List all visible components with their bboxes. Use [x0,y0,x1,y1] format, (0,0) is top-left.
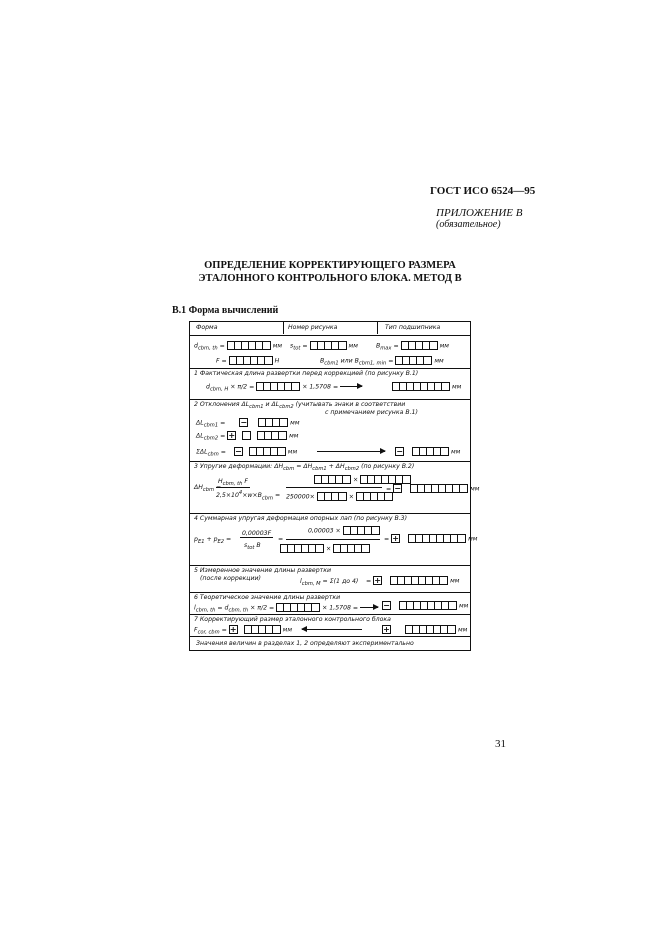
calculation-form [189,321,480,651]
section-4-lhs: $p_{E1} + p_{E2}$ = [194,536,232,546]
sign-box [242,431,251,440]
header-bearing-type: Тип подшипника [385,324,441,331]
input-boxes [249,447,286,456]
section-6-result: − мм [383,601,469,610]
section-7-result: + мм [383,625,468,634]
input-boxes [280,544,324,553]
form-header-row [190,322,470,335]
section-5 [190,565,470,592]
section-1-formula: $d_{cbm, H} \times \pi/2$ = × 1,5708 = [206,382,362,393]
equals: = [278,536,284,543]
minus-sign-box: − [394,484,401,493]
arrow-right-icon [317,451,385,452]
delta-l2: $\Delta L_{cbm2}$ = + мм [196,431,299,442]
section-7-formula: $F_{cor, cbm}$ = + мм [194,625,362,636]
section-6 [190,592,470,614]
fraction-line [286,539,380,540]
plus-sign-box: + [383,625,390,634]
section-3-bottom-boxes: 250000× × [286,492,393,501]
input-boxes [257,431,287,440]
minus-sign-box: − [240,418,248,427]
input-boxes [412,447,449,456]
param-F: F = Н [216,357,280,365]
section-2 [190,399,470,461]
section-5-title-cont: (после коррекции) [200,575,261,582]
section-3-top-boxes: × [314,475,411,484]
input-boxes [405,625,456,634]
section-4-result: = + мм [384,534,478,543]
title-line-2: ЭТАЛОННОГО КОНТРОЛЬНОГО БЛОКА. МЕТОД В [198,273,462,284]
input-boxes [401,341,438,350]
section-4-top-boxes: 0,00003 × [308,526,380,535]
header-form: Форма [196,324,218,331]
section-6-formula: $l_{cbm, th} = d_{cbm, th} \times \pi/2$ = × 1,5708 = [194,603,378,614]
minus-sign-box: − [235,447,242,456]
header-figure-number: Номер рисунка [288,324,338,331]
input-boxes [244,625,281,634]
input-boxes [343,526,380,535]
input-boxes [310,341,347,350]
input-boxes [360,475,411,484]
appendix-title: ПРИЛОЖЕНИЕ В [436,207,523,219]
standard-number: ГОСТ ИСО 6524—95 [430,185,536,197]
arrow-right-icon [340,386,362,387]
section-1 [190,368,470,399]
divider [377,322,378,334]
section-3-title: 3 Упругие деформации: $\Delta H_{cbm} = \Delta H_{cbm1} + \Delta H_{cbm2}$ (по рисунку В.2) [194,463,415,473]
appendix-note: (обязательное) [436,219,501,230]
plus-sign-box: + [228,431,236,440]
delta-l1: $\Delta L_{cbm1}$ = − мм [196,418,300,429]
title-line-1: ОПРЕДЕЛЕНИЕ КОРРЕКТИРУЮЩЕГО РАЗМЕРА [204,260,456,271]
section-heading: В.1 Форма вычислений [172,305,279,316]
input-boxes [258,418,288,427]
input-boxes [410,484,468,493]
plus-sign-box: + [229,625,237,634]
section-3-numerator: $H_{cbm, th}$ F [218,478,248,488]
params-row [190,335,470,368]
section-5-title: 5 Измеренное значение длины развертки [194,567,332,574]
appendix-label [436,207,522,230]
form-note-row [190,636,470,651]
divider [283,322,284,334]
section-5-result: = + мм [366,576,460,585]
section-7-title: 7 Корректирующий размер эталонного контрольного блока [194,616,391,623]
input-boxes [314,475,351,484]
section-2-title-cont: с примечанием рисунка В.1) [325,409,418,416]
input-boxes [390,576,448,585]
section-4 [190,513,478,565]
section-7 [190,614,470,636]
section-3-result: = − мм [386,484,480,493]
section-4-bottom-boxes: × [280,544,370,553]
delta-l-sum: $\Sigma\Delta L_{cbm}$ = − мм − мм [196,447,461,458]
input-boxes [227,341,271,350]
section-1-title: 1 Фактическая длина развертки перед коррекцией (по рисунку В.1) [194,370,419,377]
section-4-numerator: 0,00003F [242,530,272,537]
minus-sign-box: − [383,601,390,610]
arrow-left-icon [302,629,362,630]
section-6-title: 6 Теоретическое значение длины развертки [194,594,341,601]
section-2-title: 2 Отклонения $\Delta L_{cbm1}$ и $\Delta L_{cbm2}$ (учитывать знаки в соответствии [194,401,406,411]
input-boxes [333,544,370,553]
arrow-right-icon [360,607,378,608]
input-boxes [276,603,320,612]
section-1-result: мм [392,382,461,391]
input-boxes [399,601,457,610]
section-5-formula: $l_{cbm, M} = \Sigma(1$ до 4) [300,578,359,588]
page-number: 31 [495,738,506,750]
form-note: Значения величин в разделах 1, 2 определяют экспериментально [196,640,414,647]
param-s: $s_{tot}$ = мм [290,342,358,352]
input-boxes [356,492,393,501]
param-d: $d_{cbm, th}$ = мм [194,342,283,352]
section-3-denominator: $2,5\times 10^4\times w\times B_{cbm}$ = [216,490,281,502]
input-boxes [395,356,432,365]
input-boxes [317,492,347,501]
section-3-lhs: $\Delta H_{cbm}$ = [194,484,222,494]
section-3 [190,461,480,513]
plus-sign-box: + [374,576,381,585]
plus-sign-box: + [392,534,399,543]
fraction-line [286,487,382,488]
input-boxes [408,534,466,543]
section-4-denominator: $s_{tot}$ B [244,542,261,552]
page-title [160,259,500,285]
param-bmax: $B_{max}$ = мм [376,342,449,352]
input-boxes [392,382,450,391]
minus-sign-box: − [396,447,403,456]
input-boxes [229,356,273,365]
section-4-title: 4 Суммарная упругая деформация опорных лап (по рисунку В.3) [194,515,408,522]
param-bcbm: $B_{cbm1}$ или $B_{cbm1, min}$ = мм [320,357,444,367]
input-boxes [256,382,300,391]
